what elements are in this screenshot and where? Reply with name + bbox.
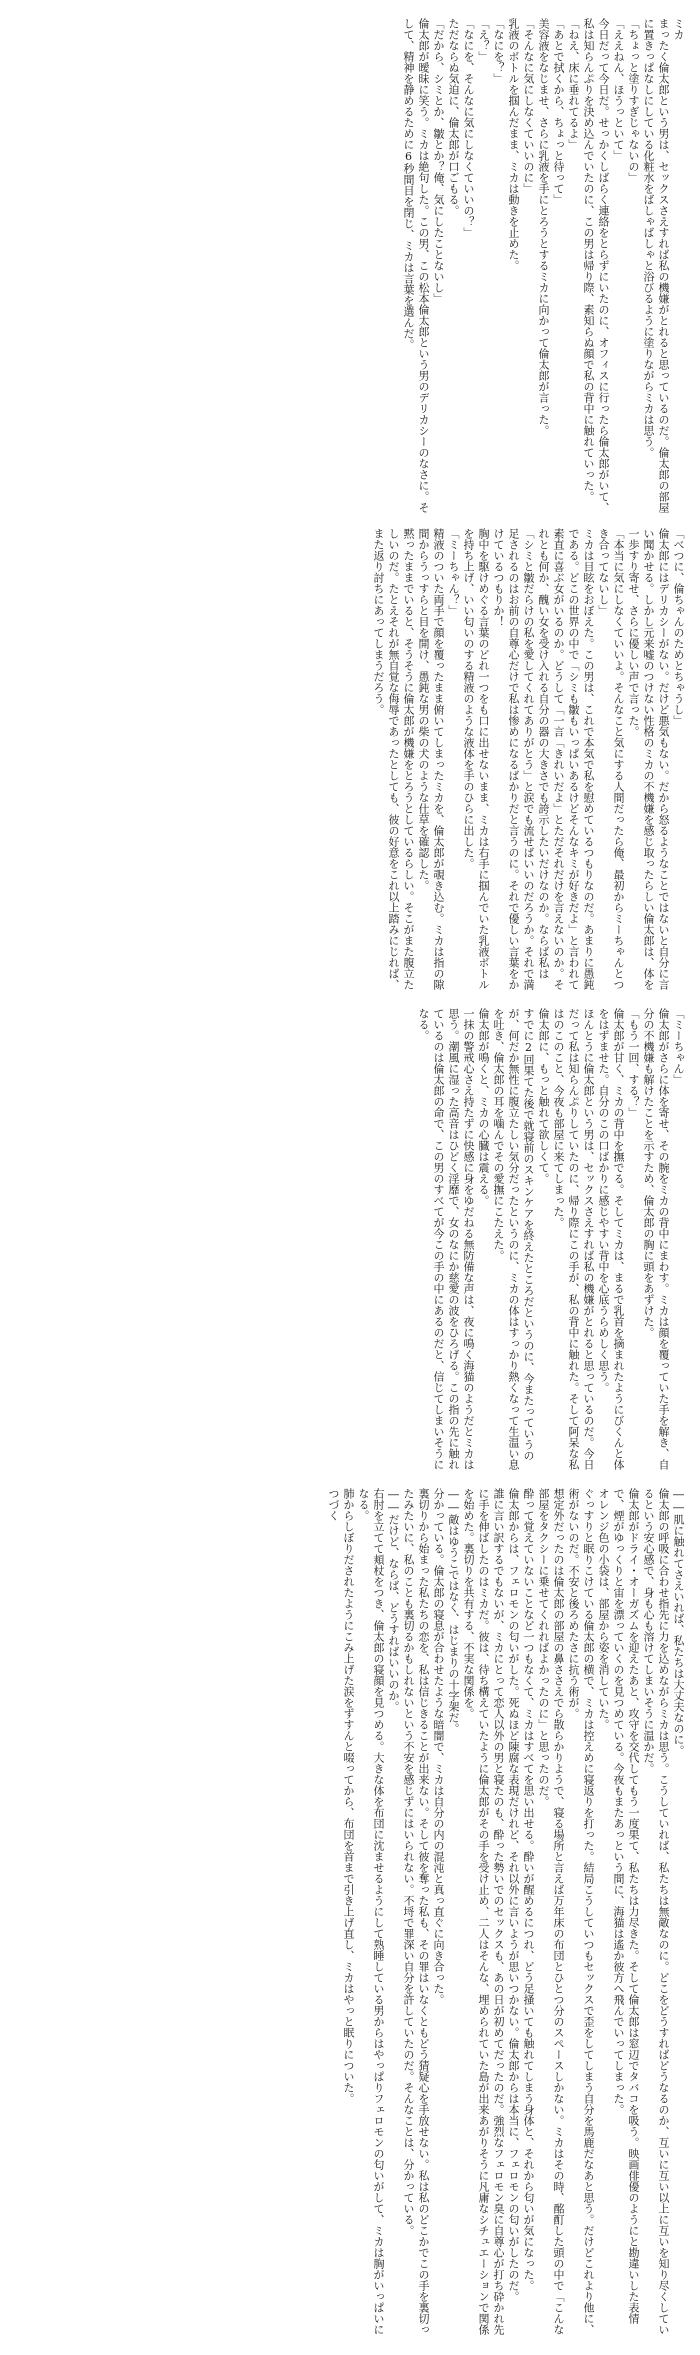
paragraph: 「べつに、倫ちゃんのためとちゃうし」 <box>672 528 685 726</box>
paragraph: 「あとで拭くから、ちょっと待って」 <box>552 18 565 205</box>
paragraph: 乳液のボトルを掴んだまま、ミカは動きを止めた。 <box>507 18 520 271</box>
paragraph: ミカは目眩をおぼえた。この男は、これで本気で私を慰めているつもりなのだ。あまりに愚鈍である。どこの世界の中で「シミも皺もいっぱいあるけどそんなキミが好きだよ」と言われて素直に喜ぶ女がいるのか。どうして「一言「きれいだよ」とただそれだけを言えないのか。それとも何か、醜い女を受け入れる自分の器の大きさでも誇示したいだけなのか。ならば私は「シミと皺だらけの私を愛してくれてありがとう」と涙でも流せばいいのだろうか。それで満足されるのはお前の自尊心だけで私は惨めになるばかりだと言うのに。それで優しい言葉をかけているつもりか！ <box>492 528 595 990</box>
paragraph: 倫太郎が曖昧に笑う。ミカは絶句した。この男、この松本倫太郎という男のデリカシーのなさに。そして、精神を静めるために6秒間目を閉じ、ミカは言葉を選んだ。 <box>402 18 430 513</box>
paragraph: すでに2回果てた後で就寝前のスキンケアを終えたところだというのに、今またっていうのが、何だか無性に腹立たしい気分だったというのに、ミカの体はすっかり熱くなって生温い息を吐き、倫太郎の耳を噛んでその愛撫にこたえた。 <box>492 1008 535 1470</box>
paragraph: 「ミーちゃん？」 <box>447 528 460 616</box>
paragraph: 倫太郎が鳴くと、ミカの心臓は震える。 <box>477 1008 490 1206</box>
paragraph: 肺からしぼりだされたようにこみ上げた涙をずすんと啜ってから、布団を首まで引き上げ直し、ミカはやっと眠りについた。 <box>342 1488 355 2104</box>
paragraph: 「本当に気にしなくていいよ。そんなこと気にする人間だったら俺、最初からミーちゃんとつき合ってないし」 <box>597 528 625 990</box>
paragraph: オレンジ色の小袋は、部屋から姿を消していた。 <box>597 1488 610 1730</box>
paragraph: 「え？」 <box>477 18 490 62</box>
paragraph: 精液のついた両手で顔を覆ったまま俯いてしまったミカを、倫太郎が覗き込む。ミカは指の隙間からうっすらと目を開け、愚鈍な男の柴の犬のような仕草を確認した。 <box>417 528 445 990</box>
paragraph: 倫太郎がさらに体を寄せ、その腕をミカの背中にまわす。ミカは顔を覆っていた手を解き、自分の不機嫌も解けたことを示すため、倫太郎の胸に頭をあずけた。 <box>642 1008 670 1470</box>
text-band-3 <box>14 1008 686 1478</box>
paragraph: 「ねえ、床に垂れてるよ」 <box>567 18 580 150</box>
paragraph: まったく倫太郎という男は、セックスさえすれば私の機嫌がとれると思っているのだ。倫太郎の部屋に置きっぱなしにしている化粧水をばしゃばしゃと浴びるように塗りながらミカは思う。 <box>642 18 670 513</box>
paragraph: 「だから、シミとか、皺とか？俺、気にしたことないし」 <box>432 18 445 304</box>
paragraph: 「もう一回、する？」 <box>627 1008 640 1118</box>
paragraph: ただならぬ気迫に、倫太郎が口ごもる。 <box>447 18 460 216</box>
paragraph: 右肘を立てて頬杖をつき、倫太郎の寝顔を見つめる。大きな体を布団に沈ませるようにして熟睡している男からはやっぱりフェロモンの匂いがして、ミカは胸がいっぱいになる。 <box>357 1488 385 2335</box>
chapter-title: ミカ <box>672 18 685 40</box>
paragraph: 倫太郎が甘く、ミカの背中を撫でる。そしてミカは、まるで乳首を摘まれたようにびくんと体をはずませた。自分のこの口ばかりに感じやすい背中を心底うらめしく思う。 <box>597 1008 625 1470</box>
end-mark: つづく <box>327 1488 340 1521</box>
paragraph: ほんとうに倫太郎という男は、セックスさえすれば私の機嫌がとれると思っているのだ。今日だって私は知らんぷりしていたのに、帰り際にこの手が、私の背中に触れた。そして阿呆な私はのこのこと、今夜も部屋に来てしまった。 <box>552 1008 595 1470</box>
text-band-4 <box>14 1488 686 2338</box>
paragraph: 誰に言い訳するでもないが、ミカにとって恋人以外の男と寝たのも、酔った勢いでのセックスも、あの日が初めてだったのだ。強烈なフェロモン臭に自尊心が打ち砕かれ先に手を伸ばしたのはミカだ。彼は、待ち構えていたように倫太郎がその手を受け止め、二人はそんな、埋められていた島が出来あがりそうに凡庸なシチュエーションで関係を始めた。裏切りを共有する、不実な関係を。 <box>462 1488 505 2335</box>
text-band-1 <box>14 18 686 518</box>
paragraph: 倫太郎の呼吸に合わせ指先に力を込めながらミカは思う。こうしていれば、私たちは無敵なのに。どこをどうすればどうなるのか、互いに互い以上に互いを知り尽くしているという安心感で、身も心も溶けてしまいそうに温かだ。 <box>642 1488 670 2335</box>
paragraph: 想定外だったのは倫太郎の部屋の鼻ささえでら散らかりようで、寝る場所と言えば万年床の布団とひとつ分のスペースしかない。ミカはその時、酩酊した頭の中で「こんな部屋をタクシーに乗せてくれればよかったのに」と思ったのだ。 <box>537 1488 565 2335</box>
paragraph: 今日だって今日だ。せっかくしばらく連絡をとらずにいたのに、オフィスに行ったら倫太郎がいて、私は知らんぷりを決め込んでいたのに、この男は帰り際、素知らぬ顔で私の背中に触れていった。 <box>582 18 610 513</box>
paragraph: ――敵はゆうこではなく、はじまりの十字架だ。 <box>447 1488 460 1734</box>
paragraph: 黙ったままでいると、そうそうに倫太郎が機嫌をとろうとしているらしい。そこがまた腹立たしいのだ。たとえそれが無自覚な侮辱であったとしても、彼の好意をこれ以上踏みにじれば、また返り討ちにあってしまうだろう。 <box>372 528 415 990</box>
paragraph: 「なにを、そんなに気にしなくていいの？」 <box>462 18 475 238</box>
paragraph: 美容液をなじませ、さらに乳液を手にとろうとするミカに向かって倫太郎が言った。 <box>537 18 550 436</box>
paragraph: 「そんなに気にしなくていいのに」 <box>522 18 535 194</box>
paragraph: 胸中を駆けめぐる言葉のどれ一つをも口に出せないまま、ミカは右手に掴んでいた乳液ボトルを持ち上げ、いい匂いのする精液のような液体を手のひらに出した。 <box>462 528 490 990</box>
paragraph: ――肌に触れてさえいれば、私たちは大丈夫なのに。 <box>672 1488 685 1756</box>
paragraph: 倫太郎にはデリカシーがない。だけど悪気もない。だから怒るようなことではないと自分に言い聞かせる。しかし元来嘘のつけない性格のミカの不機嫌を感じ取ったらしい倫太郎は、体を一歩すり寄せ、さらに優しい声で言った。 <box>627 528 670 990</box>
paragraph: 「ええねん、ほうっといて」 <box>612 18 625 161</box>
paragraph: 倫太郎がドライ・オーガズムを迎えたあと、攻守を交代してもう一度果て、私たちは力尽きた。そして倫太郎は窓辺でタバコを吸う。映画俳優のようにと勘違いした表情で、煙がゆっくりと宙を漂っていくのを見つめている。今夜もまたあっという間に、海猫は遙か彼方へ飛んでいってしまった。 <box>612 1488 640 2324</box>
paragraph: ぐっすりと眠りこけている倫太郎の横で、ミカは控えめに寝返りを打った。結局こうしていつもセックスで歪をしてしまう自分を馬鹿だなあと思う。だけどこれより他に、術がないのだ。不安と後ろめたさに抗う術が。 <box>567 1488 595 2335</box>
paragraph: 「ミーちゃん」 <box>672 1008 685 1085</box>
paragraph: 「ちょっと塗りすぎじゃないの」 <box>627 18 640 183</box>
paragraph: 倫太郎に、もっと触れて欲しくて。 <box>537 1008 550 1184</box>
paragraph: ――だけど、ならば、どうすればいいのか。 <box>387 1488 400 1712</box>
text-band-2 <box>14 528 686 998</box>
paragraph: 「なにを？」 <box>492 18 505 84</box>
paragraph: 酔って覚えていないことなど一つもなくて、ミカはすべてを思い出せる。酔いが醒めるにつれ、どう足掻いても触れてしまう身体と、それから匂いが気になった。 <box>522 1488 535 2291</box>
paragraph: 分かっている。倫太郎の寝息が合わせたような暗闇で、ミカは自分の内の混沌と真っ直ぐに向き合った。 <box>432 1488 445 2005</box>
paragraph: 倫太郎からは、フェロモンの匂いがした。死ぬほど陳腐な表現だけれど、それ以外に言いようが思いつかない。倫太郎からは本当に、フェロモンの匂いがしたのだ。 <box>507 1488 520 2302</box>
paragraph: 一抹の警戒心さえ持たずに快感に身をゆだねる無防備な声は、夜に鳴く海猫のようだとミカは思う。潮風に湿った高音はひどく淫靡で、女のなにか慈愛の波をひろげる。この指の先に触れているのは倫太郎の命で、この男のすべてが今この手の中にあるのだと、信じてしまいそうになる。 <box>417 1008 475 1470</box>
paragraph: 裏切りから始まった私たちの恋を、私は信じきることが出来ない。そして彼を奪った私も、その罪はいなくともどう猜疑心を手放せない。私は私のどこかでこの手を裏切ったみたいに、私のことも裏切るかもしれないという不安を感じずにはいられない。不埒で罪深い自分を許していたのだ。そんなことは、分かっている。 <box>402 1488 430 2335</box>
